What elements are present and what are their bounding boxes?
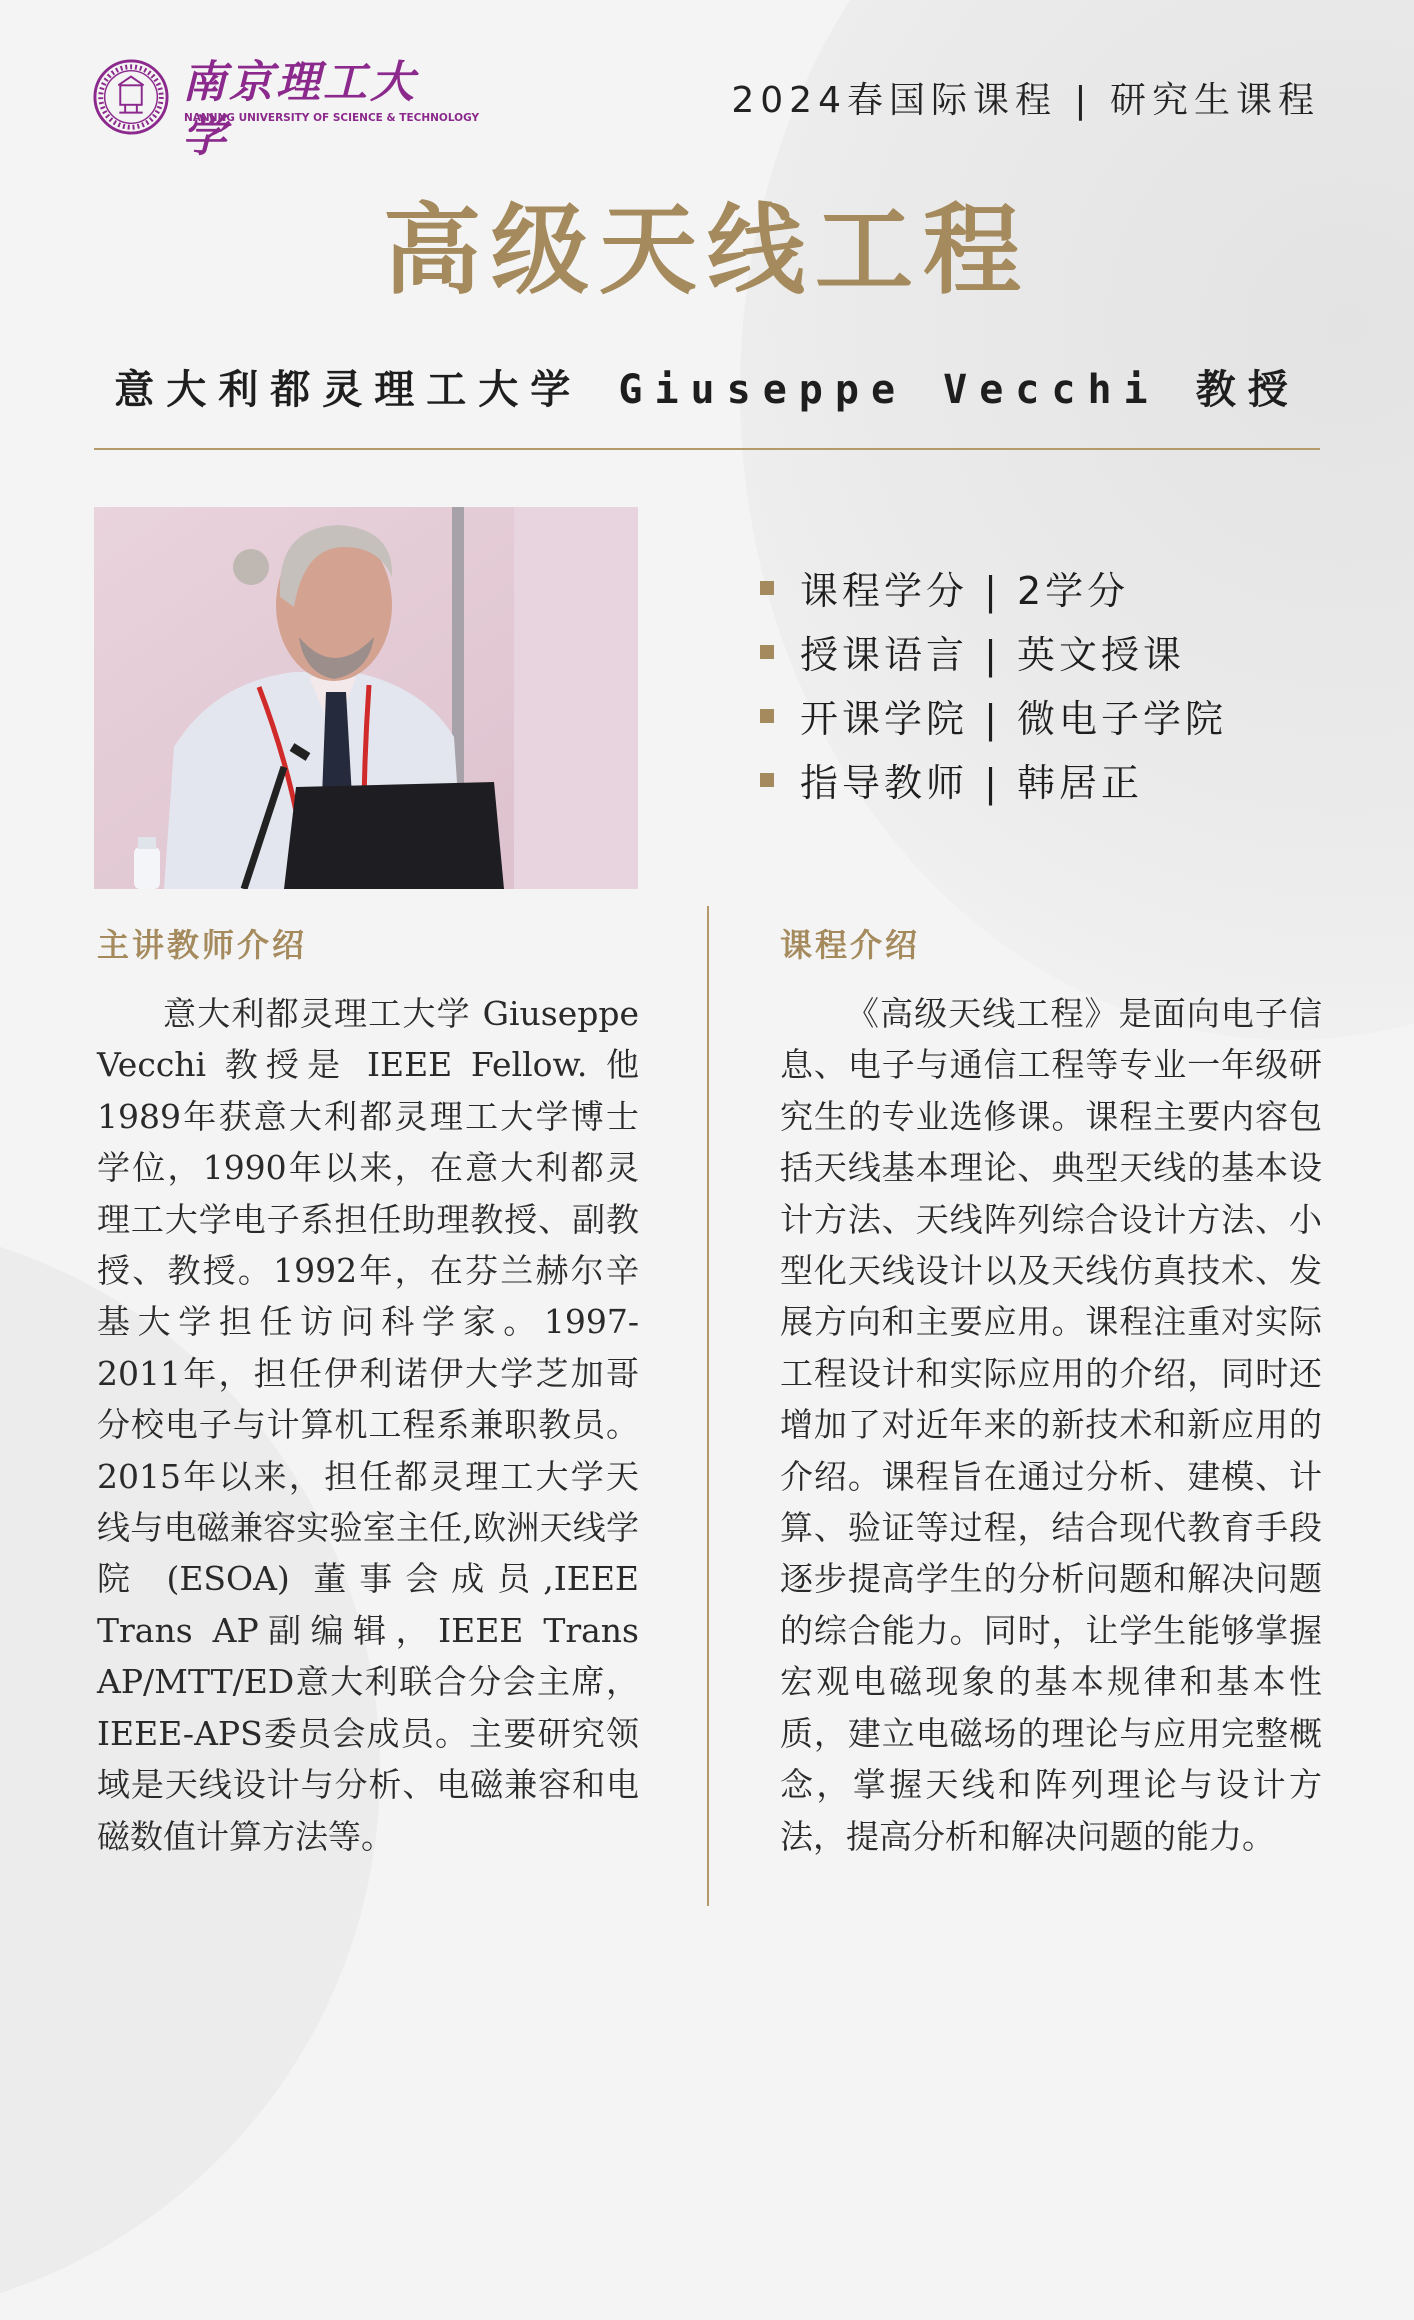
header-divider [94,448,1320,450]
university-logo [92,56,480,162]
course-intro-body: 《高级天线工程》是面向电子信息、电子与通信工程等专业一年级研究生的专业选修课。课程主要内容包括天线基本理论、典型天线的基本设计方法、天线阵列综合设计方法、小型化天线设计以及天线仿真技术、发展方向和主要应用。课程注重对实际工程设计和实际应用的介绍，同时还增加了对近年来的新技术和新应用的介绍。课程旨在通过分析、建模、计算、验证等过程，结合现代教育手段逐步提高学生的分析问题和解决问题的综合能力。同时，让学生能够掌握宏观电磁现象的基本规律和基本性质，建立电磁场的理论与应用完整概念，掌握天线和阵列理论与设计方法，提高分析和解决问题的能力。 [780,994,1322,1856]
teacher-intro-heading: 主讲教师介绍 [97,926,308,964]
column-divider [707,906,709,1906]
square-bullet-icon [760,645,774,659]
info-text: 指导教师 | 韩居正 [800,761,1143,805]
lecturer-photo-image [94,507,638,889]
square-bullet-icon [760,581,774,595]
square-bullet-icon [760,709,774,723]
lecturer-photo [94,507,638,889]
course-tag: 2024春国际课程 | 研究生课程 [731,80,1320,121]
page-title: 高级天线工程 [382,193,1031,308]
logo-chinese-name: 南京理工大学 [182,57,417,162]
info-text: 开课学院 | 微电子学院 [800,697,1227,741]
lecturer-subtitle: 意大利都灵理工大学 Giuseppe Vecchi 教授 [114,367,1300,413]
course-intro-heading: 课程介绍 [780,926,921,964]
logo-english-name: NANJING UNIVERSITY OF SCIENCE & TECHNOLOGY [184,112,480,124]
university-seal-icon [92,58,170,136]
teacher-intro-body: 意大利都灵理工大学 Giuseppe Vecchi 教授是 IEEE Fellow. 他1989年获意大利都灵理工大学博士学位，1990年以来，在意大利都灵理工大学电子系担任助理教授、副教授、教授。1992年，在芬兰赫尔辛基大学担任访问科学家。1997-2011年，担任伊利诺伊大学芝加哥分校电子与计算机工程系兼职教员。2015年以来，担任都灵理工大学天线与电磁兼容实验室主任,欧洲天线学院 (ESOA) 董事会成员,IEEE Trans AP副编辑，IEEE Trans AP/MTT/ED意大利联合分会主席，IEEE-APS委员会成员。主要研究领域是天线设计与分析、电磁兼容和电磁数值计算方法等。 [97,994,639,1856]
info-text: 课程学分 | 2学分 [800,569,1130,613]
square-bullet-icon [760,773,774,787]
info-text: 授课语言 | 英文授课 [800,633,1185,677]
